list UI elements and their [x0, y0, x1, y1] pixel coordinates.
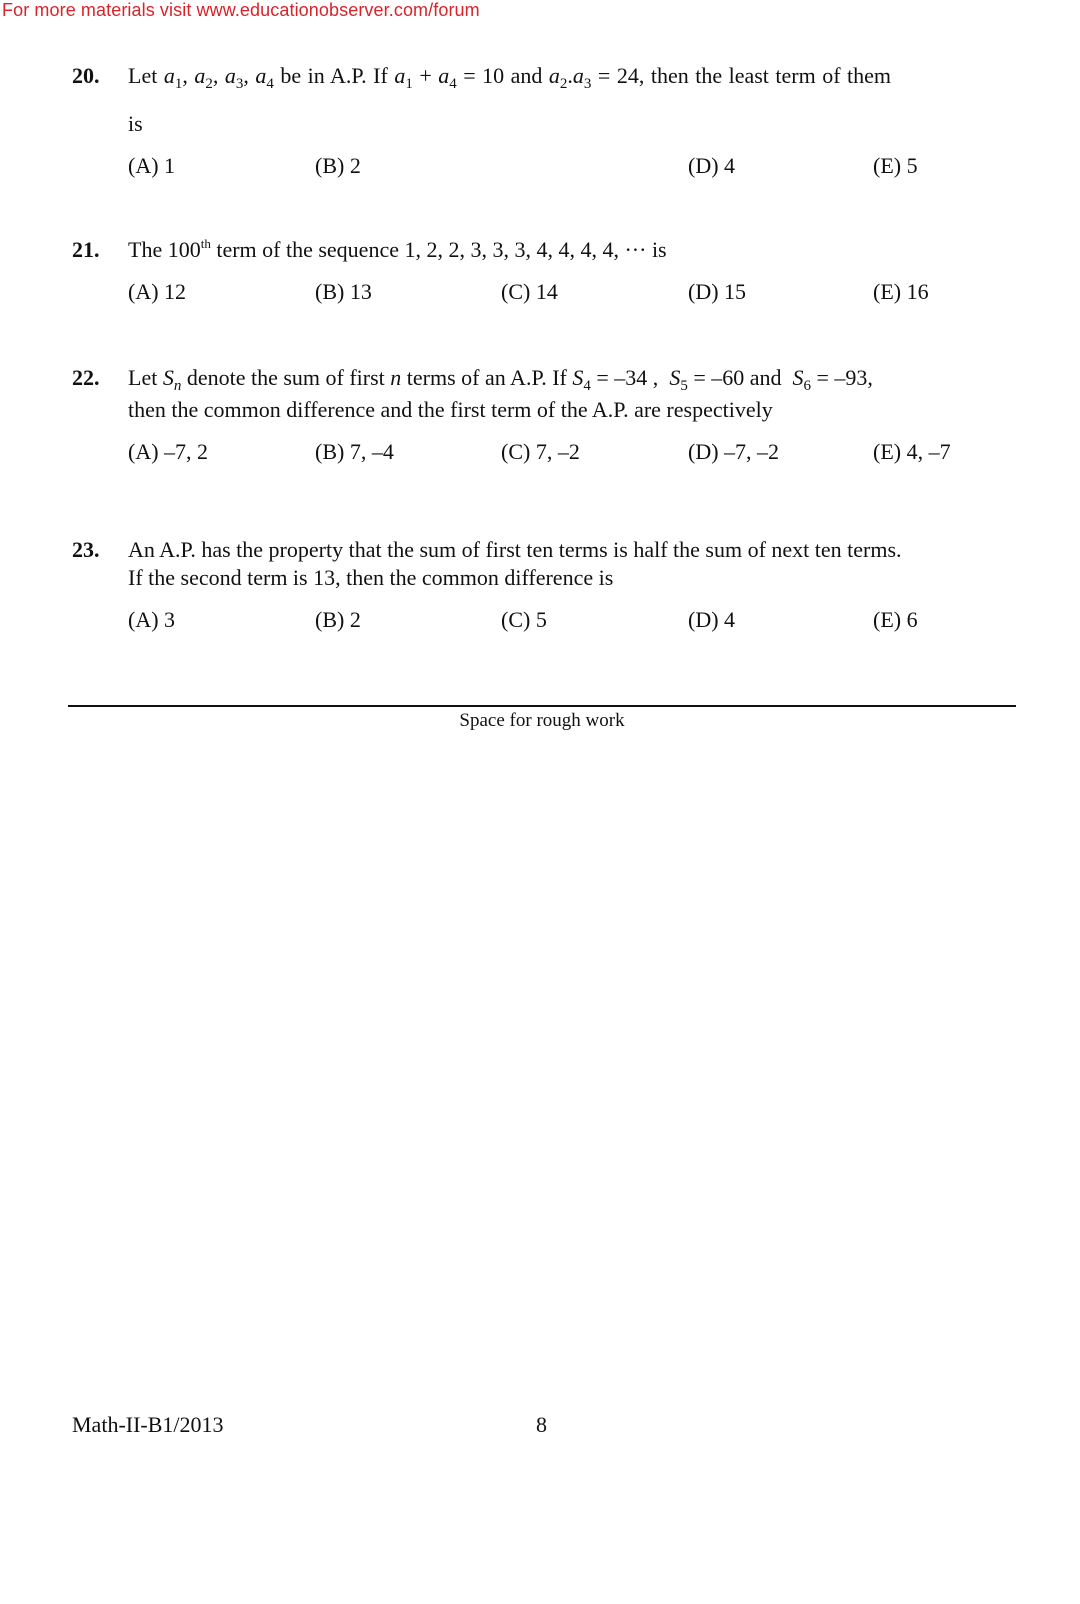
options-list: [128, 438, 1028, 466]
options-list: [128, 278, 1028, 306]
option-c[interactable]: (C) 14: [501, 279, 558, 304]
question-number: 23.: [72, 537, 100, 562]
option-e[interactable]: (E) 5: [873, 153, 918, 178]
question-text: An A.P. has the property that the sum of first ten terms is half the sum of next ten terms. If the second term is 13, then the common difference is: [128, 537, 902, 590]
option-c[interactable]: (C) 5: [501, 607, 547, 632]
rough-work-label: Space for rough work: [459, 710, 625, 731]
source-banner: For more materials visit www.educationobserver.com/forum: [2, 0, 480, 20]
page-number: 8: [536, 1412, 547, 1437]
option-e[interactable]: (E) 16: [873, 279, 929, 304]
option-d[interactable]: (D) 4: [688, 607, 736, 632]
question-22: [72, 364, 1022, 474]
question-23: [72, 536, 1022, 636]
question-21: [72, 236, 1022, 306]
option-b[interactable]: (B) 2: [315, 153, 361, 178]
question-number: 21.: [72, 237, 100, 262]
option-a[interactable]: (A) 1: [128, 153, 176, 178]
option-c[interactable]: (C) 7, –2: [501, 439, 580, 464]
option-b[interactable]: (B) 2: [315, 607, 361, 632]
options-list: [128, 606, 1028, 634]
option-a[interactable]: (A) 12: [128, 279, 187, 304]
question-text: The 100th term of the sequence 1, 2, 2, 3, 3, 3, 4, 4, 4, 4, ··· is: [128, 236, 667, 262]
option-d[interactable]: (D) 4: [688, 153, 736, 178]
option-b[interactable]: (B) 7, –4: [315, 439, 394, 464]
question-20: [72, 62, 1022, 182]
option-b[interactable]: (B) 13: [315, 279, 372, 304]
option-d[interactable]: (D) –7, –2: [688, 439, 780, 464]
option-e[interactable]: (E) 4, –7: [873, 439, 951, 464]
question-text: Let $S_n$ denote the sum of first n terms of an A.P. If $S_4 = -34$ , $S_5 = -60$ and $S_6 = -93$, then the common difference and the first term of the A.P. are respectively: [128, 365, 873, 422]
option-a[interactable]: (A) 3: [128, 607, 176, 632]
option-d[interactable]: (D) 15: [688, 279, 747, 304]
option-a[interactable]: (A) –7, 2: [128, 439, 209, 464]
question-number: 20.: [72, 63, 100, 88]
options-list: [128, 152, 1028, 180]
rough-work-divider: [68, 705, 1016, 707]
question-text: Let $a_1$, $a_2$, $a_3$, $a_4$ be in A.P. If $a_1 + a_4 = 10$ and $a_2.a_3 = 24$, then the least term of them is: [128, 63, 892, 136]
option-e[interactable]: (E) 6: [873, 607, 918, 632]
paper-code: Math-II-B1/2013: [72, 1412, 224, 1437]
question-number: 22.: [72, 365, 100, 390]
